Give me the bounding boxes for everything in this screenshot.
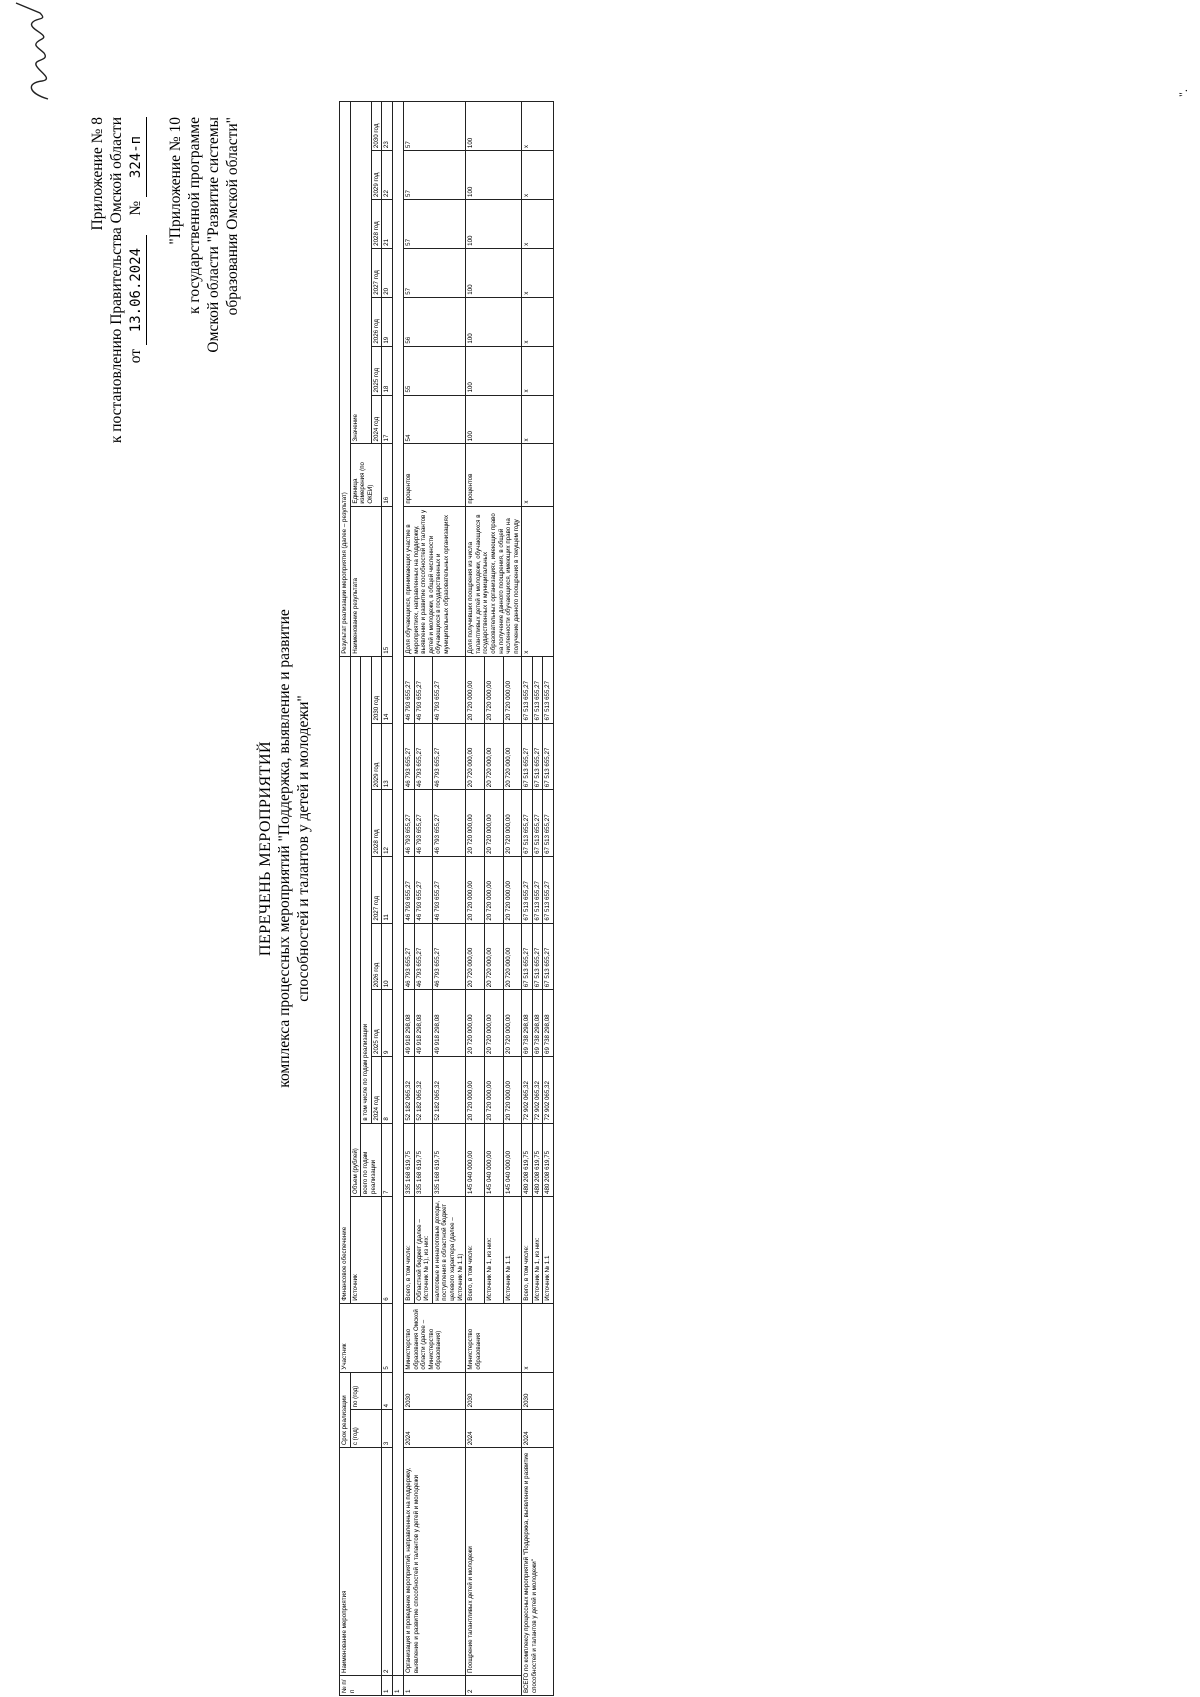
fin-year-value: 67 513 655,27 (532, 856, 543, 923)
column-number: 4 (382, 1372, 393, 1410)
th-total: всего по годам реализации (361, 1123, 382, 1196)
result-value: 100 (466, 102, 522, 151)
fin-total: 480 208 619,75 (543, 1123, 554, 1196)
fin-year-value: 20 720 000,00 (466, 1056, 485, 1123)
fin-year-value: 49 918 298,08 (403, 990, 414, 1057)
fin-year-value: 20 720 000,00 (503, 1056, 522, 1123)
fin-year-value: 72 902 065,32 (543, 1056, 554, 1123)
result-value: х (522, 151, 554, 200)
document-title (256, 0, 313, 1697)
th-finance: Финансовое обеспечение (340, 656, 351, 1303)
result-value: 57 (403, 151, 465, 200)
fin-year-value: 46 793 655,27 (432, 923, 465, 990)
fin-year-value: 69 738 298,08 (532, 990, 543, 1057)
activity-num: 1 (403, 1676, 465, 1696)
activity-participant: х (522, 1303, 554, 1372)
result-value: 100 (466, 248, 522, 297)
fin-year-value: 67 513 655,27 (543, 923, 554, 990)
result-value: 100 (466, 199, 522, 248)
fin-year-value: 67 513 655,27 (532, 723, 543, 790)
result-value: 100 (466, 395, 522, 444)
fin-year-value: 67 513 655,27 (543, 656, 554, 723)
result-value: 57 (403, 199, 465, 248)
th-volume: Объем (рублей) (350, 656, 361, 1196)
fin-source: Всего, в том числе: (403, 1197, 414, 1304)
column-number: 5 (382, 1303, 393, 1372)
fin-year-value: 72 902 065,32 (532, 1056, 543, 1123)
column-number: 13 (382, 723, 393, 790)
fin-year-value: 20 720 000,00 (466, 856, 485, 923)
activity-from-year: 2024 (403, 1410, 465, 1448)
activity-num: 2 (466, 1676, 522, 1696)
fin-source: Всего, в том числе: (466, 1197, 485, 1304)
result-value: х (522, 346, 554, 395)
column-number: 15 (382, 506, 393, 656)
fin-year-value: 46 793 655,27 (414, 790, 432, 857)
activity-to-year: 2030 (403, 1372, 465, 1410)
column-number: 22 (382, 151, 393, 200)
fin-year-value: 67 513 655,27 (522, 923, 533, 990)
section-row (393, 102, 404, 1696)
th-from: с (год) (350, 1410, 382, 1448)
fin-total: 145 040 000,00 (466, 1123, 485, 1196)
fin-year-value: 20 720 000,00 (466, 656, 485, 723)
fin-year-value: 46 793 655,27 (414, 856, 432, 923)
column-number: 18 (382, 346, 393, 395)
fin-total: 480 208 619,75 (532, 1123, 543, 1196)
result-value: 56 (403, 297, 465, 346)
fin-year-value: 46 793 655,27 (432, 723, 465, 790)
column-number-row (382, 102, 393, 1696)
activity-to-year: 2030 (522, 1372, 554, 1410)
column-number: 19 (382, 297, 393, 346)
header-row-1 (340, 102, 351, 1696)
fin-year-value: 46 793 655,27 (403, 656, 414, 723)
result-value: х (522, 248, 554, 297)
fin-year-value: 20 720 000,00 (484, 1056, 503, 1123)
fin-year-value: 20 720 000,00 (484, 723, 503, 790)
fin-year-value: 46 793 655,27 (432, 856, 465, 923)
activity-to-year: 2030 (466, 1372, 522, 1410)
column-number: 17 (382, 395, 393, 444)
th-participant: Участник (340, 1303, 382, 1372)
column-number: 7 (382, 1123, 393, 1196)
fin-total: 335 168 619,75 (414, 1123, 432, 1196)
title-line3: способностей и талантов у детей и молодежи" (295, 695, 312, 1002)
th-unit: Единица измерения (по ОКЕИ) (350, 444, 382, 506)
fin-year-value: 67 513 655,27 (522, 723, 533, 790)
th-to: по (год) (350, 1372, 382, 1410)
column-number: 6 (382, 1197, 393, 1304)
fin-year-value: 20 720 000,00 (503, 723, 522, 790)
header-line3 (126, 117, 147, 497)
column-number: 16 (382, 444, 393, 506)
result-name: х (522, 506, 554, 656)
fin-source: Источник № 1.1 (543, 1197, 554, 1304)
total-name: ВСЕГО по комплексу процессных мероприятий "Поддержка, выявление и развитие способностей и талантов у детей и молодежи" (522, 1448, 554, 1696)
fin-year-value: 67 513 655,27 (532, 656, 543, 723)
fin-year-value: 72 902 065,32 (522, 1056, 533, 1123)
program-appendix-header (166, 117, 242, 497)
th-num: № п/п (340, 1676, 382, 1696)
fin-year-value: 52 182 065,32 (432, 1056, 465, 1123)
result-name: Доля получивших поощрения из числа талантливых детей и молодежи, обучающихся в государственных и муниципальных образовательных организациях, имеющих право на получение данного поощрения, в общей численности обучающихся, имеющих право на получение данного поощрения в текущем году (466, 506, 522, 656)
fin-source: Всего, в том числе: (522, 1197, 533, 1304)
result-value: х (522, 297, 554, 346)
th-value: Значение (350, 102, 371, 444)
result-unit: процентов (403, 444, 465, 506)
column-number: 8 (382, 1056, 393, 1123)
fin-year-value: 67 513 655,27 (522, 856, 533, 923)
fin-total: 145 040 000,00 (503, 1123, 522, 1196)
fin-year-value: 67 513 655,27 (543, 790, 554, 857)
activity-name: Организация и проведение мероприятий, направленных на поддержку, выявление и развитие способностей и талантов у детей и молодежи (403, 1448, 465, 1676)
header-date-prefix: от (127, 348, 144, 364)
th-by-years: в том числе по годам реализации (361, 656, 372, 1123)
result-value: 57 (403, 248, 465, 297)
signature-mark (8, 0, 68, 107)
result-value: 55 (403, 346, 465, 395)
column-number: 9 (382, 990, 393, 1057)
th-fin-year: 2024 год (371, 1056, 382, 1123)
fin-year-value: 20 720 000,00 (484, 923, 503, 990)
activities-table (339, 101, 554, 1696)
fin-year-value: 67 513 655,27 (543, 856, 554, 923)
fin-year-value: 20 720 000,00 (503, 856, 522, 923)
appendix-line3: Омской области "Развитие системы (205, 117, 222, 353)
th-source: Источник (350, 1197, 382, 1304)
fin-year-value: 67 513 655,27 (522, 656, 533, 723)
fin-year-value: 46 793 655,27 (403, 856, 414, 923)
section-spacer (393, 102, 404, 1676)
fin-year-value: 49 918 298,08 (414, 990, 432, 1057)
th-result-year: 2029 год (371, 151, 382, 200)
fin-year-value: 46 793 655,27 (403, 790, 414, 857)
th-fin-year: 2028 год (371, 790, 382, 857)
section-num: 1 (393, 1676, 404, 1696)
fin-year-value: 20 720 000,00 (466, 790, 485, 857)
total-fin-row (522, 102, 533, 1696)
header-number: 324-п (127, 117, 147, 197)
fin-year-value: 20 720 000,00 (503, 923, 522, 990)
result-value: 100 (466, 297, 522, 346)
result-unit: процентов (466, 444, 522, 506)
fin-year-value: 20 720 000,00 (503, 656, 522, 723)
result-value: 54 (403, 395, 465, 444)
activity-participant: Министерство образования (466, 1303, 522, 1372)
fin-year-value: 20 720 000,00 (484, 856, 503, 923)
result-value: 100 (466, 151, 522, 200)
column-number: 20 (382, 248, 393, 297)
header-date: 13.06.2024 (127, 235, 147, 345)
fin-year-value: 67 513 655,27 (532, 923, 543, 990)
fin-year-value: 46 793 655,27 (414, 656, 432, 723)
end-quote: ". (1176, 89, 1190, 97)
fin-year-value: 20 720 000,00 (503, 790, 522, 857)
fin-year-value: 52 182 065,32 (403, 1056, 414, 1123)
th-fin-year: 2025 год (371, 990, 382, 1057)
th-result: Результат реализации мероприятия (далее – результат) (340, 102, 351, 657)
result-value: 100 (466, 346, 522, 395)
fin-year-value: 46 793 655,27 (414, 923, 432, 990)
result-value: х (522, 199, 554, 248)
activity-from-year: 2024 (522, 1410, 554, 1448)
fin-year-value: 46 793 655,27 (403, 723, 414, 790)
th-fin-year: 2030 год (371, 656, 382, 723)
fin-year-value: 67 513 655,27 (532, 790, 543, 857)
fin-source: Источник № 1, из них: (532, 1197, 543, 1304)
fin-year-value: 20 720 000,00 (484, 790, 503, 857)
fin-year-value: 67 513 655,27 (522, 790, 533, 857)
fin-year-value: 20 720 000,00 (466, 990, 485, 1057)
result-value: 57 (403, 102, 465, 151)
fin-year-value: 20 720 000,00 (466, 923, 485, 990)
fin-year-value: 20 720 000,00 (484, 990, 503, 1057)
appendix-line1: "Приложение № 10 (167, 117, 184, 245)
title-line1: ПЕРЕЧЕНЬ МЕРОПРИЯТИЙ (257, 740, 274, 957)
fin-year-value: 46 793 655,27 (432, 790, 465, 857)
column-number: 2 (382, 1448, 393, 1676)
result-value: х (522, 395, 554, 444)
activity-name: Поощрение талантливых детей и молодежи (466, 1448, 522, 1676)
column-number: 21 (382, 199, 393, 248)
fin-total: 335 168 619,75 (403, 1123, 414, 1196)
fin-year-value: 69 738 298,08 (543, 990, 554, 1057)
column-number: 1 (382, 1676, 393, 1696)
column-number: 23 (382, 102, 393, 151)
resolution-header (88, 117, 147, 497)
th-name: Наименование мероприятия (340, 1448, 382, 1676)
header-line1: Приложение № 8 (89, 117, 106, 231)
fin-year-value: 46 793 655,27 (414, 723, 432, 790)
th-fin-year: 2029 год (371, 723, 382, 790)
fin-source: Областной бюджет (далее – Источник № 1), из них: (414, 1197, 432, 1304)
column-number: 12 (382, 790, 393, 857)
fin-year-value: 20 720 000,00 (503, 990, 522, 1057)
activity-from-year: 2024 (466, 1410, 522, 1448)
th-result-year: 2028 год (371, 199, 382, 248)
result-name: Доля обучающихся, принимающих участие в мероприятиях, направленных на поддержку, выявление и развитие способностей и талантов у детей и молодежи, в общей численности обучающихся в государственных и муниципальных образовательных организациях (403, 506, 465, 656)
fin-year-value: 46 793 655,27 (403, 923, 414, 990)
activity-fin-row (403, 102, 414, 1696)
appendix-line4: образования Омской области" (224, 117, 241, 316)
column-number: 3 (382, 1410, 393, 1448)
th-result-year: 2025 год (371, 346, 382, 395)
result-unit: х (522, 444, 554, 506)
th-result-year: 2026 год (371, 297, 382, 346)
fin-source: Источник № 1, из них: (484, 1197, 503, 1304)
title-line2: комплекса процессных мероприятий "Поддержка, выявление и развитие (276, 609, 293, 1088)
th-result-year: 2030 год (371, 102, 382, 151)
column-number: 11 (382, 856, 393, 923)
fin-year-value: 52 182 065,32 (414, 1056, 432, 1123)
fin-source: Источник № 1.1 (503, 1197, 522, 1304)
header-line2: к постановлению Правительства Омской области (108, 117, 125, 444)
fin-year-value: 67 513 655,27 (543, 723, 554, 790)
fin-source: налоговые и неналоговые доходы, поступления в областной бюджет целевого характера (далее – Источник № 1.1) (432, 1197, 465, 1304)
th-result-year: 2024 год (371, 395, 382, 444)
column-number: 14 (382, 656, 393, 723)
result-value: х (522, 102, 554, 151)
header-number-sign: № (127, 200, 144, 216)
appendix-line2: к государственной программе (186, 117, 203, 315)
fin-year-value: 20 720 000,00 (466, 723, 485, 790)
activity-fin-row (466, 102, 485, 1696)
th-result-year: 2027 год (371, 248, 382, 297)
fin-total: 145 040 000,00 (484, 1123, 503, 1196)
th-fin-year: 2026 год (371, 923, 382, 990)
th-term: Срок реализации (340, 1372, 351, 1448)
column-number: 10 (382, 923, 393, 990)
fin-year-value: 20 720 000,00 (484, 656, 503, 723)
fin-year-value: 46 793 655,27 (432, 656, 465, 723)
fin-total: 335 168 619,75 (432, 1123, 465, 1196)
th-result-name: Наименование результата (350, 506, 382, 656)
fin-year-value: 49 918 298,08 (432, 990, 465, 1057)
th-fin-year: 2027 год (371, 856, 382, 923)
activity-participant: Министерство образования Омской области (далее – Министерство образования) (403, 1303, 465, 1372)
fin-year-value: 69 738 298,08 (522, 990, 533, 1057)
fin-total: 480 208 619,75 (522, 1123, 533, 1196)
